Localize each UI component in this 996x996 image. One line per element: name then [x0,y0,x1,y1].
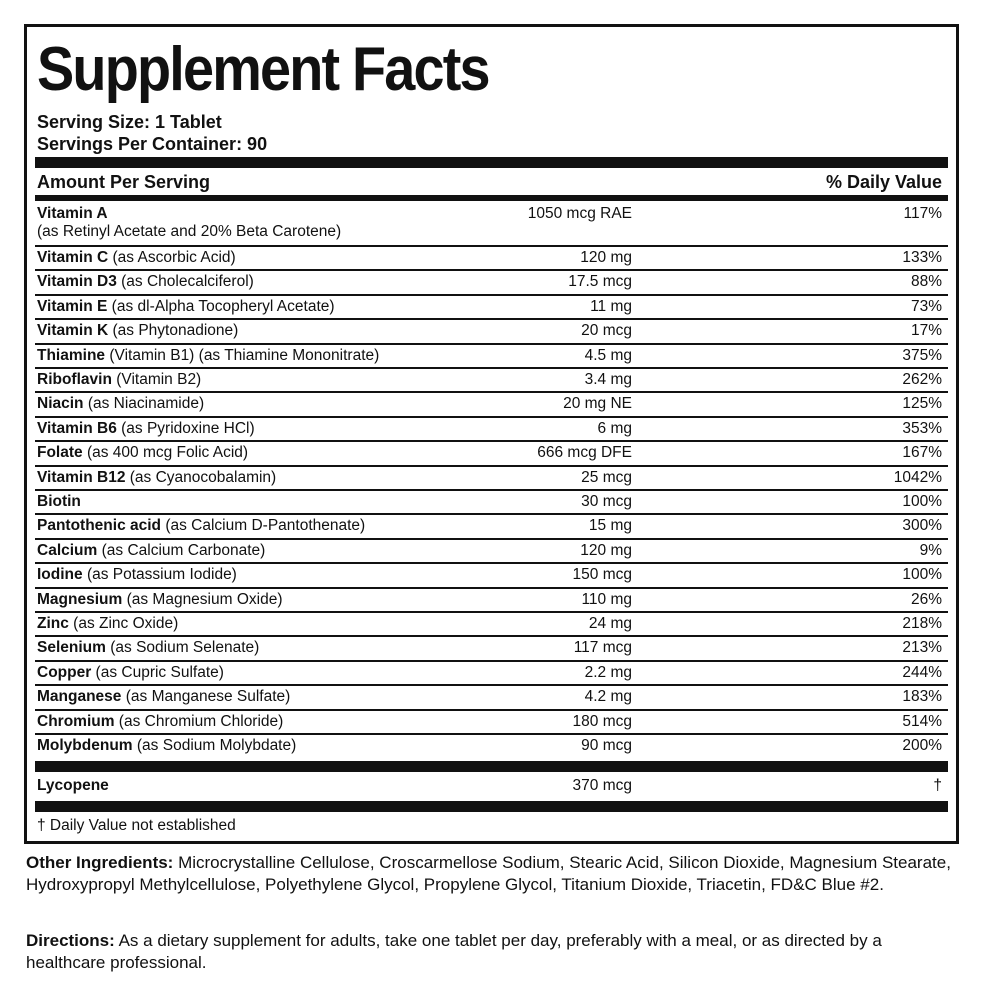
other-ingredients-text: Microcrystalline Cellulose, Croscarmellose Sodium, Stearic Acid, Silicon Dioxide, Magnesium Stearate, Hydroxypropyl Methylcellulose, Polyethylene Glycol, Propylene Glycol, Titanium Dioxide, Triacetin, FD&C Blue #2. [26,853,951,894]
nutrient-name: Thiamine [37,346,106,364]
nutrient-source: (as Ascorbic Acid) [108,249,236,266]
nutrient-row [37,322,942,340]
nutrient-source: (as Chromium Chloride) [114,712,284,730]
nutrient-daily-value: 73% [910,297,942,315]
nutrient-amount: 6 mg [597,419,632,437]
row-divider [35,513,948,515]
nutrient-daily-value: 300% [902,517,942,535]
nutrient-name: Vitamin K [37,322,109,340]
nutrient-amount: 15 mg [588,517,632,535]
nutrient-amount: 90 mcg [581,737,632,754]
nutrient-amount: 4.5 mg [584,346,632,364]
nutrient-amount: 666 mcg DFE [537,444,632,462]
nutrient-source: (Vitamin B2) [111,371,202,388]
nutrient-amount: 2.2 mg [584,663,632,681]
nutrient-daily-value: 88% [910,273,942,291]
row-divider [35,367,948,369]
nutrient-name: Vitamin D3 [37,273,117,291]
nutrient-source: (as Calcium Carbonate) [97,541,266,559]
nutrient-daily-value: 26% [910,590,942,608]
row-divider [35,562,948,564]
nutrient-amount: 20 mg NE [563,395,632,413]
row-divider [35,343,948,345]
row-divider [35,294,948,296]
nutrient-name: Calcium [37,541,98,559]
nutrient-daily-value: 100% [902,566,942,584]
nutrient-name: Folate [37,444,83,462]
row-divider [35,733,948,735]
nutrient-name: Vitamin B6 [37,419,117,437]
nutrient-source: (as Cholecalciferol) [116,273,254,291]
nutrient-name: Vitamin E [37,297,108,315]
nutrient-amount: 24 mg [588,615,632,632]
nutrient-row [37,444,942,462]
daily-value-header: % Daily Value [825,172,942,192]
divider-bottom [35,801,948,812]
nutrient-amount: 180 mcg [572,712,632,730]
nutrient-source: (Vitamin B1) (as Thiamine Mononitrate) [105,346,380,364]
nutrient-row [37,273,942,291]
nutrient-name: Lycopene [37,777,109,794]
nutrient-source: (as Niacinamide) [83,395,205,413]
directions-label: Directions: [26,931,115,950]
nutrient-row [37,249,942,267]
nutrient-name: Vitamin C [37,249,109,266]
nutrient-source: (as Sodium Molybdate) [132,737,297,754]
nutrient-amount: 120 mg [580,541,632,559]
nutrient-daily-value: 262% [902,371,942,388]
directions-text: As a dietary supplement for adults, take one tablet per day, preferably with a meal, or as directed by a healthcare professional. [26,931,882,972]
nutrient-name: Vitamin B12 [37,468,126,486]
nutrient-source: (as Phytonadione) [108,322,239,340]
row-divider [35,684,948,686]
nutrient-row [37,688,942,706]
nutrient-row [37,566,942,584]
nutrient-name: Magnesium [37,590,123,608]
nutrient-daily-value: 514% [902,712,942,730]
nutrient-daily-value: 117% [903,205,942,222]
nutrient-name: Zinc [37,615,69,632]
nutrient-daily-value: 353% [902,419,942,437]
nutrient-name: Iodine [37,566,83,584]
row-divider [35,318,948,320]
nutrient-amount: 150 mcg [572,566,632,584]
nutrient-source: (as Potassium Iodide) [82,566,237,584]
nutrient-name: Manganese [37,688,122,706]
row-divider [35,245,948,247]
nutrient-name: Molybdenum [37,737,133,754]
row-divider [35,440,948,442]
nutrient-daily-value: 200% [902,737,942,754]
nutrient-source: (as dl-Alpha Tocopheryl Acetate) [107,297,335,315]
nutrient-subtext: (as Retinyl Acetate and 20% Beta Carotene) [37,223,342,240]
nutrient-source: (as Cupric Sulfate) [91,663,224,681]
nutrient-row [37,615,942,633]
row-divider [35,709,948,711]
nutrient-row [37,493,942,511]
nutrient-name: Pantothenic acid [37,517,162,535]
row-divider [35,587,948,589]
nutrient-row [37,517,942,535]
nutrient-source: (as Calcium D-Pantothenate) [161,517,366,535]
nutrient-row [37,713,942,731]
nutrient-source: (as Manganese Sulfate) [121,688,291,706]
row-divider [35,391,948,393]
nutrient-row [37,664,942,682]
nutrient-name: Copper [37,663,92,681]
nutrient-amount: 20 mcg [581,322,632,340]
directions [26,930,956,974]
lycopene-row [37,777,942,795]
nutrient-daily-value: 133% [902,249,942,266]
nutrient-source: (as Magnesium Oxide) [122,590,283,608]
amount-per-serving-header: Amount Per Serving [37,172,211,192]
supplement-facts-panel [24,24,959,844]
nutrient-source: (as Zinc Oxide) [68,615,179,632]
nutrient-daily-value: 375% [902,346,942,364]
nutrient-daily-value: 17% [910,322,942,340]
nutrient-daily-value: 9% [919,541,942,559]
nutrient-source: (as 400 mcg Folic Acid) [82,444,249,462]
nutrient-daily-value: † [933,777,942,794]
nutrient-row [37,542,942,560]
nutrient-amount: 117 mcg [573,639,632,657]
row-divider [35,660,948,662]
row-divider [35,611,948,613]
servings-per-container: Servings Per Container: 90 [37,134,268,154]
nutrient-name: Selenium [37,639,106,657]
nutrient-amount: 17.5 mcg [568,273,632,291]
other-ingredients-label: Other Ingredients: [26,853,174,872]
nutrient-daily-value: 218% [902,615,942,632]
nutrient-row [37,737,942,755]
nutrient-daily-value: 167% [902,444,942,462]
nutrient-amount: 4.2 mg [584,688,632,706]
nutrient-daily-value: 183% [902,688,942,706]
nutrient-source: (as Pyridoxine HCl) [116,419,255,437]
nutrient-amount: 25 mcg [581,468,632,486]
nutrient-name: Chromium [37,712,115,730]
nutrient-amount: 1050 mcg RAE [527,205,632,222]
row-divider [35,416,948,418]
nutrient-row [37,371,942,389]
divider-before-lycopene [35,761,948,772]
row-divider [35,538,948,540]
nutrient-name: Vitamin A [37,205,108,222]
nutrient-source: (as Cyanocobalamin) [125,468,277,486]
nutrient-daily-value: 213% [902,639,942,657]
nutrient-row [37,639,942,657]
nutrient-amount: 120 mg [580,249,632,266]
row-divider [35,269,948,271]
nutrient-name: Niacin [37,395,84,413]
row-divider [35,635,948,637]
nutrient-source: (as Sodium Selenate) [105,639,260,657]
nutrient-amount: 11 mg [590,297,632,315]
row-divider [35,489,948,491]
footnote: † Daily Value not established [37,817,236,834]
nutrient-name: Riboflavin [37,371,112,388]
nutrient-row [37,298,942,316]
nutrient-row [37,591,942,609]
nutrient-row [37,469,942,487]
nutrient-row [37,205,942,241]
nutrient-daily-value: 125% [902,395,942,413]
column-header-row [37,171,942,193]
panel-title: Supplement Facts [37,35,489,104]
nutrient-amount: 370 mcg [572,777,632,794]
other-ingredients [26,852,956,896]
divider-header [35,195,948,201]
nutrient-daily-value: 244% [902,663,942,681]
nutrient-daily-value: 100% [902,493,942,510]
nutrient-daily-value: 1042% [893,468,942,486]
nutrient-name: Biotin [37,493,81,510]
nutrient-row [37,420,942,438]
nutrient-row [37,395,942,413]
nutrient-row [37,347,942,365]
row-divider [35,465,948,467]
divider-thick-top [35,157,948,168]
nutrient-amount: 3.4 mg [584,371,632,388]
nutrient-amount: 30 mcg [581,493,632,510]
serving-size: Serving Size: 1 Tablet [37,112,222,132]
nutrient-amount: 110 mg [581,590,632,608]
